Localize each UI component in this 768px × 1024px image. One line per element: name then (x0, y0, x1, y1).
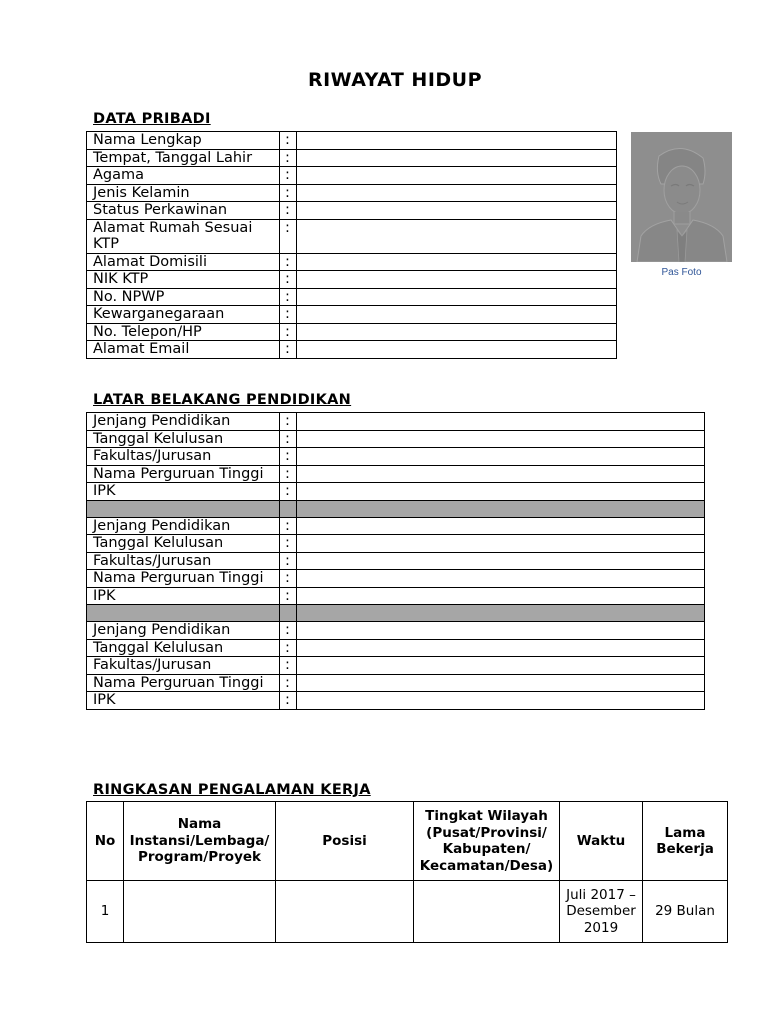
separator: : (280, 430, 297, 448)
section-heading-education: LATAR BELAKANG PENDIDIKAN (93, 392, 352, 408)
field-label: Nama Perguruan Tinggi (87, 570, 280, 588)
section-heading-work: RINGKASAN PENGALAMAN KERJA (93, 782, 371, 798)
field-label: Nama Perguruan Tinggi (87, 465, 280, 483)
field-value[interactable] (297, 413, 705, 431)
table-row (87, 253, 617, 271)
table-row (87, 149, 617, 167)
column-header-posisi: Posisi (276, 802, 414, 881)
column-header-wilayah: Tingkat Wilayah (Pusat/Provinsi/ Kabupaten/ Kecamatan/Desa) (414, 802, 560, 881)
table-row (87, 202, 617, 220)
separator: : (280, 306, 297, 324)
field-label: Jenjang Pendidikan (87, 622, 280, 640)
field-value[interactable] (297, 692, 705, 710)
field-value[interactable] (297, 552, 705, 570)
field-value[interactable] (297, 465, 705, 483)
field-value[interactable] (297, 202, 617, 220)
field-value[interactable] (297, 323, 617, 341)
table-row (87, 483, 705, 501)
field-label: IPK (87, 587, 280, 605)
table-row (87, 448, 705, 466)
field-value[interactable] (297, 483, 705, 501)
field-value[interactable] (297, 674, 705, 692)
field-label: IPK (87, 483, 280, 501)
divider-cell (297, 605, 705, 622)
separator: : (280, 288, 297, 306)
field-label: Fakultas/Jurusan (87, 552, 280, 570)
table-row (87, 271, 617, 289)
table-row (87, 639, 705, 657)
field-value[interactable] (297, 448, 705, 466)
table-header-row (87, 802, 728, 881)
table-row (87, 219, 617, 253)
table-row (87, 132, 617, 150)
field-value[interactable] (297, 253, 617, 271)
table-row (87, 323, 617, 341)
separator: : (280, 184, 297, 202)
table-row (87, 587, 705, 605)
table-row (87, 430, 705, 448)
separator: : (280, 448, 297, 466)
field-value[interactable] (297, 288, 617, 306)
separator: : (280, 483, 297, 501)
field-label: Fakultas/Jurusan (87, 657, 280, 675)
field-label: Jenjang Pendidikan (87, 413, 280, 431)
separator: : (280, 587, 297, 605)
column-header-no: No (87, 802, 124, 881)
separator: : (280, 570, 297, 588)
table-row (87, 413, 705, 431)
field-label: Tanggal Kelulusan (87, 639, 280, 657)
field-label: Alamat Domisili (87, 253, 280, 271)
table-row (87, 306, 617, 324)
separator: : (280, 517, 297, 535)
separator: : (280, 149, 297, 167)
separator: : (280, 253, 297, 271)
table-row (87, 167, 617, 185)
column-header-lama: Lama Bekerja (643, 802, 728, 881)
field-label: IPK (87, 692, 280, 710)
divider-row (87, 500, 705, 517)
field-value[interactable] (297, 219, 617, 253)
table-row (87, 184, 617, 202)
divider-cell (87, 500, 280, 517)
table-row (87, 465, 705, 483)
work-experience-table (86, 801, 728, 943)
field-value[interactable] (297, 639, 705, 657)
table-row (87, 552, 705, 570)
field-label: Agama (87, 167, 280, 185)
table-row (87, 692, 705, 710)
separator: : (280, 167, 297, 185)
field-label: Jenis Kelamin (87, 184, 280, 202)
photo-placeholder (631, 132, 732, 262)
education-table (86, 412, 705, 710)
field-label: NIK KTP (87, 271, 280, 289)
person-silhouette-icon (631, 132, 732, 262)
field-label: Status Perkawinan (87, 202, 280, 220)
field-label: Nama Lengkap (87, 132, 280, 150)
table-row (87, 657, 705, 675)
separator: : (280, 219, 297, 253)
separator: : (280, 271, 297, 289)
cell-no: 1 (87, 881, 124, 943)
table-row (87, 535, 705, 553)
divider-row (87, 605, 705, 622)
divider-cell (87, 605, 280, 622)
field-value[interactable] (297, 341, 617, 359)
field-value[interactable] (297, 570, 705, 588)
separator: : (280, 657, 297, 675)
field-value[interactable] (297, 430, 705, 448)
field-label: No. NPWP (87, 288, 280, 306)
separator: : (280, 202, 297, 220)
field-label: Tanggal Kelulusan (87, 535, 280, 553)
separator: : (280, 535, 297, 553)
page-title: RIWAYAT HIDUP (307, 69, 483, 91)
personal-data-table (86, 131, 617, 359)
field-label: No. Telepon/HP (87, 323, 280, 341)
divider-cell (297, 500, 705, 517)
field-value[interactable] (297, 535, 705, 553)
field-value[interactable] (297, 306, 617, 324)
column-header-waktu: Waktu (560, 802, 643, 881)
field-label: Alamat Email (87, 341, 280, 359)
separator: : (280, 674, 297, 692)
field-value[interactable] (297, 167, 617, 185)
field-label: Nama Perguruan Tinggi (87, 674, 280, 692)
field-label: Kewarganegaraan (87, 306, 280, 324)
cell-waktu: Juli 2017 – Desember 2019 (560, 881, 643, 943)
separator: : (280, 622, 297, 640)
separator: : (280, 692, 297, 710)
section-heading-personal: DATA PRIBADI (93, 111, 211, 127)
separator: : (280, 552, 297, 570)
separator: : (280, 465, 297, 483)
field-label: Alamat Rumah Sesuai KTP (87, 219, 280, 253)
field-value[interactable] (297, 271, 617, 289)
separator: : (280, 341, 297, 359)
field-value[interactable] (297, 184, 617, 202)
cell-posisi[interactable] (276, 881, 414, 943)
divider-cell (280, 605, 297, 622)
field-value[interactable] (297, 132, 617, 150)
photo-caption: Pas Foto (661, 267, 702, 278)
field-label: Tanggal Kelulusan (87, 430, 280, 448)
table-row (87, 622, 705, 640)
table-row (87, 341, 617, 359)
field-value[interactable] (297, 587, 705, 605)
field-value[interactable] (297, 657, 705, 675)
field-value[interactable] (297, 149, 617, 167)
table-row (87, 570, 705, 588)
separator: : (280, 323, 297, 341)
field-value[interactable] (297, 622, 705, 640)
cell-instansi[interactable] (124, 881, 276, 943)
separator: : (280, 639, 297, 657)
field-label: Tempat, Tanggal Lahir (87, 149, 280, 167)
divider-cell (280, 500, 297, 517)
table-row (87, 674, 705, 692)
table-row (87, 288, 617, 306)
separator: : (280, 413, 297, 431)
cell-lama: 29 Bulan (643, 881, 728, 943)
table-row (87, 517, 705, 535)
field-label: Fakultas/Jurusan (87, 448, 280, 466)
field-label: Jenjang Pendidikan (87, 517, 280, 535)
separator: : (280, 132, 297, 150)
column-header-instansi: Nama Instansi/Lembaga/ Program/Proyek (124, 802, 276, 881)
table-row (87, 881, 728, 943)
cell-wilayah[interactable] (414, 881, 560, 943)
field-value[interactable] (297, 517, 705, 535)
